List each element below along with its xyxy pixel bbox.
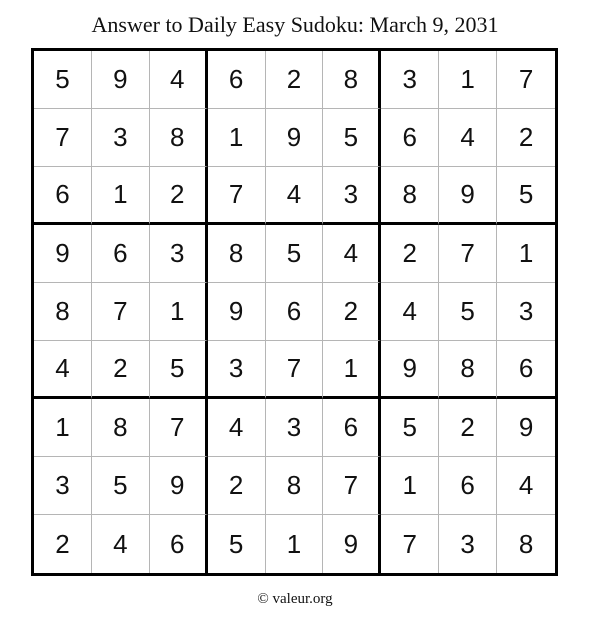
sudoku-cell: 1 [497, 225, 555, 283]
sudoku-cell: 5 [381, 399, 439, 457]
sudoku-cell: 2 [323, 283, 381, 341]
sudoku-cell: 2 [208, 457, 266, 515]
sudoku-cell: 5 [266, 225, 324, 283]
sudoku-cell: 3 [208, 341, 266, 399]
sudoku-cell: 7 [323, 457, 381, 515]
sudoku-cell: 2 [266, 51, 324, 109]
sudoku-cell: 8 [208, 225, 266, 283]
sudoku-cell: 9 [34, 225, 92, 283]
sudoku-cell: 2 [92, 341, 150, 399]
sudoku-cell: 4 [92, 515, 150, 573]
sudoku-cell: 2 [497, 109, 555, 167]
sudoku-cell: 4 [381, 283, 439, 341]
sudoku-cell: 8 [439, 341, 497, 399]
sudoku-cell: 7 [381, 515, 439, 573]
sudoku-cell: 4 [439, 109, 497, 167]
sudoku-cell: 1 [381, 457, 439, 515]
sudoku-cell: 8 [266, 457, 324, 515]
sudoku-cell: 7 [497, 51, 555, 109]
sudoku-cell: 3 [150, 225, 208, 283]
sudoku-cell: 3 [34, 457, 92, 515]
sudoku-cell: 3 [497, 283, 555, 341]
sudoku-cell: 2 [439, 399, 497, 457]
sudoku-board [31, 48, 558, 576]
sudoku-cell: 9 [497, 399, 555, 457]
sudoku-cell: 2 [34, 515, 92, 573]
sudoku-cell: 5 [150, 341, 208, 399]
sudoku-cell: 5 [439, 283, 497, 341]
sudoku-cell: 6 [208, 51, 266, 109]
sudoku-cell: 2 [150, 167, 208, 225]
sudoku-cell: 5 [34, 51, 92, 109]
sudoku-cell: 4 [150, 51, 208, 109]
sudoku-cell: 6 [497, 341, 555, 399]
sudoku-cell: 5 [323, 109, 381, 167]
sudoku-cell: 4 [34, 341, 92, 399]
sudoku-cell: 3 [323, 167, 381, 225]
sudoku-cell: 6 [150, 515, 208, 573]
sudoku-cell: 3 [439, 515, 497, 573]
sudoku-cell: 1 [150, 283, 208, 341]
sudoku-cell: 7 [439, 225, 497, 283]
sudoku-cell: 4 [266, 167, 324, 225]
sudoku-cell: 1 [266, 515, 324, 573]
sudoku-cell: 9 [381, 341, 439, 399]
sudoku-cell: 7 [266, 341, 324, 399]
sudoku-cell: 1 [439, 51, 497, 109]
sudoku-cell: 6 [323, 399, 381, 457]
sudoku-cell: 4 [323, 225, 381, 283]
sudoku-cell: 8 [323, 51, 381, 109]
sudoku-cell: 9 [439, 167, 497, 225]
sudoku-cell: 9 [323, 515, 381, 573]
sudoku-cell: 3 [266, 399, 324, 457]
sudoku-cell: 5 [208, 515, 266, 573]
sudoku-cell: 7 [150, 399, 208, 457]
sudoku-cell: 7 [34, 109, 92, 167]
sudoku-cell: 6 [439, 457, 497, 515]
page-title: Answer to Daily Easy Sudoku: March 9, 2031 [91, 12, 499, 37]
sudoku-cell: 5 [497, 167, 555, 225]
sudoku-cell: 6 [34, 167, 92, 225]
sudoku-cell: 9 [208, 283, 266, 341]
sudoku-cell: 5 [92, 457, 150, 515]
sudoku-cell: 9 [150, 457, 208, 515]
sudoku-cell: 8 [518, 528, 534, 559]
sudoku-cell: 7 [208, 167, 266, 225]
sudoku-cell: 6 [266, 283, 324, 341]
sudoku-cell: 9 [266, 109, 324, 167]
sudoku-cell: 8 [34, 283, 92, 341]
copyright-footer: © valeur.org [257, 591, 333, 607]
sudoku-cell: 3 [92, 109, 150, 167]
sudoku-cell: 8 [92, 399, 150, 457]
sudoku-cell: 9 [92, 51, 150, 109]
sudoku-cell: 1 [34, 399, 92, 457]
sudoku-cell: 1 [208, 109, 266, 167]
sudoku-cell: 3 [381, 51, 439, 109]
sudoku-cell: 8 [381, 167, 439, 225]
sudoku-cell: 4 [497, 457, 555, 515]
sudoku-cell: 1 [323, 341, 381, 399]
sudoku-cell: 6 [92, 225, 150, 283]
sudoku-cell: 1 [92, 167, 150, 225]
sudoku-cell: 6 [381, 109, 439, 167]
sudoku-cell: 4 [208, 399, 266, 457]
sudoku-cell: 7 [92, 283, 150, 341]
sudoku-cell: 8 [150, 109, 208, 167]
sudoku-cell: 2 [381, 225, 439, 283]
